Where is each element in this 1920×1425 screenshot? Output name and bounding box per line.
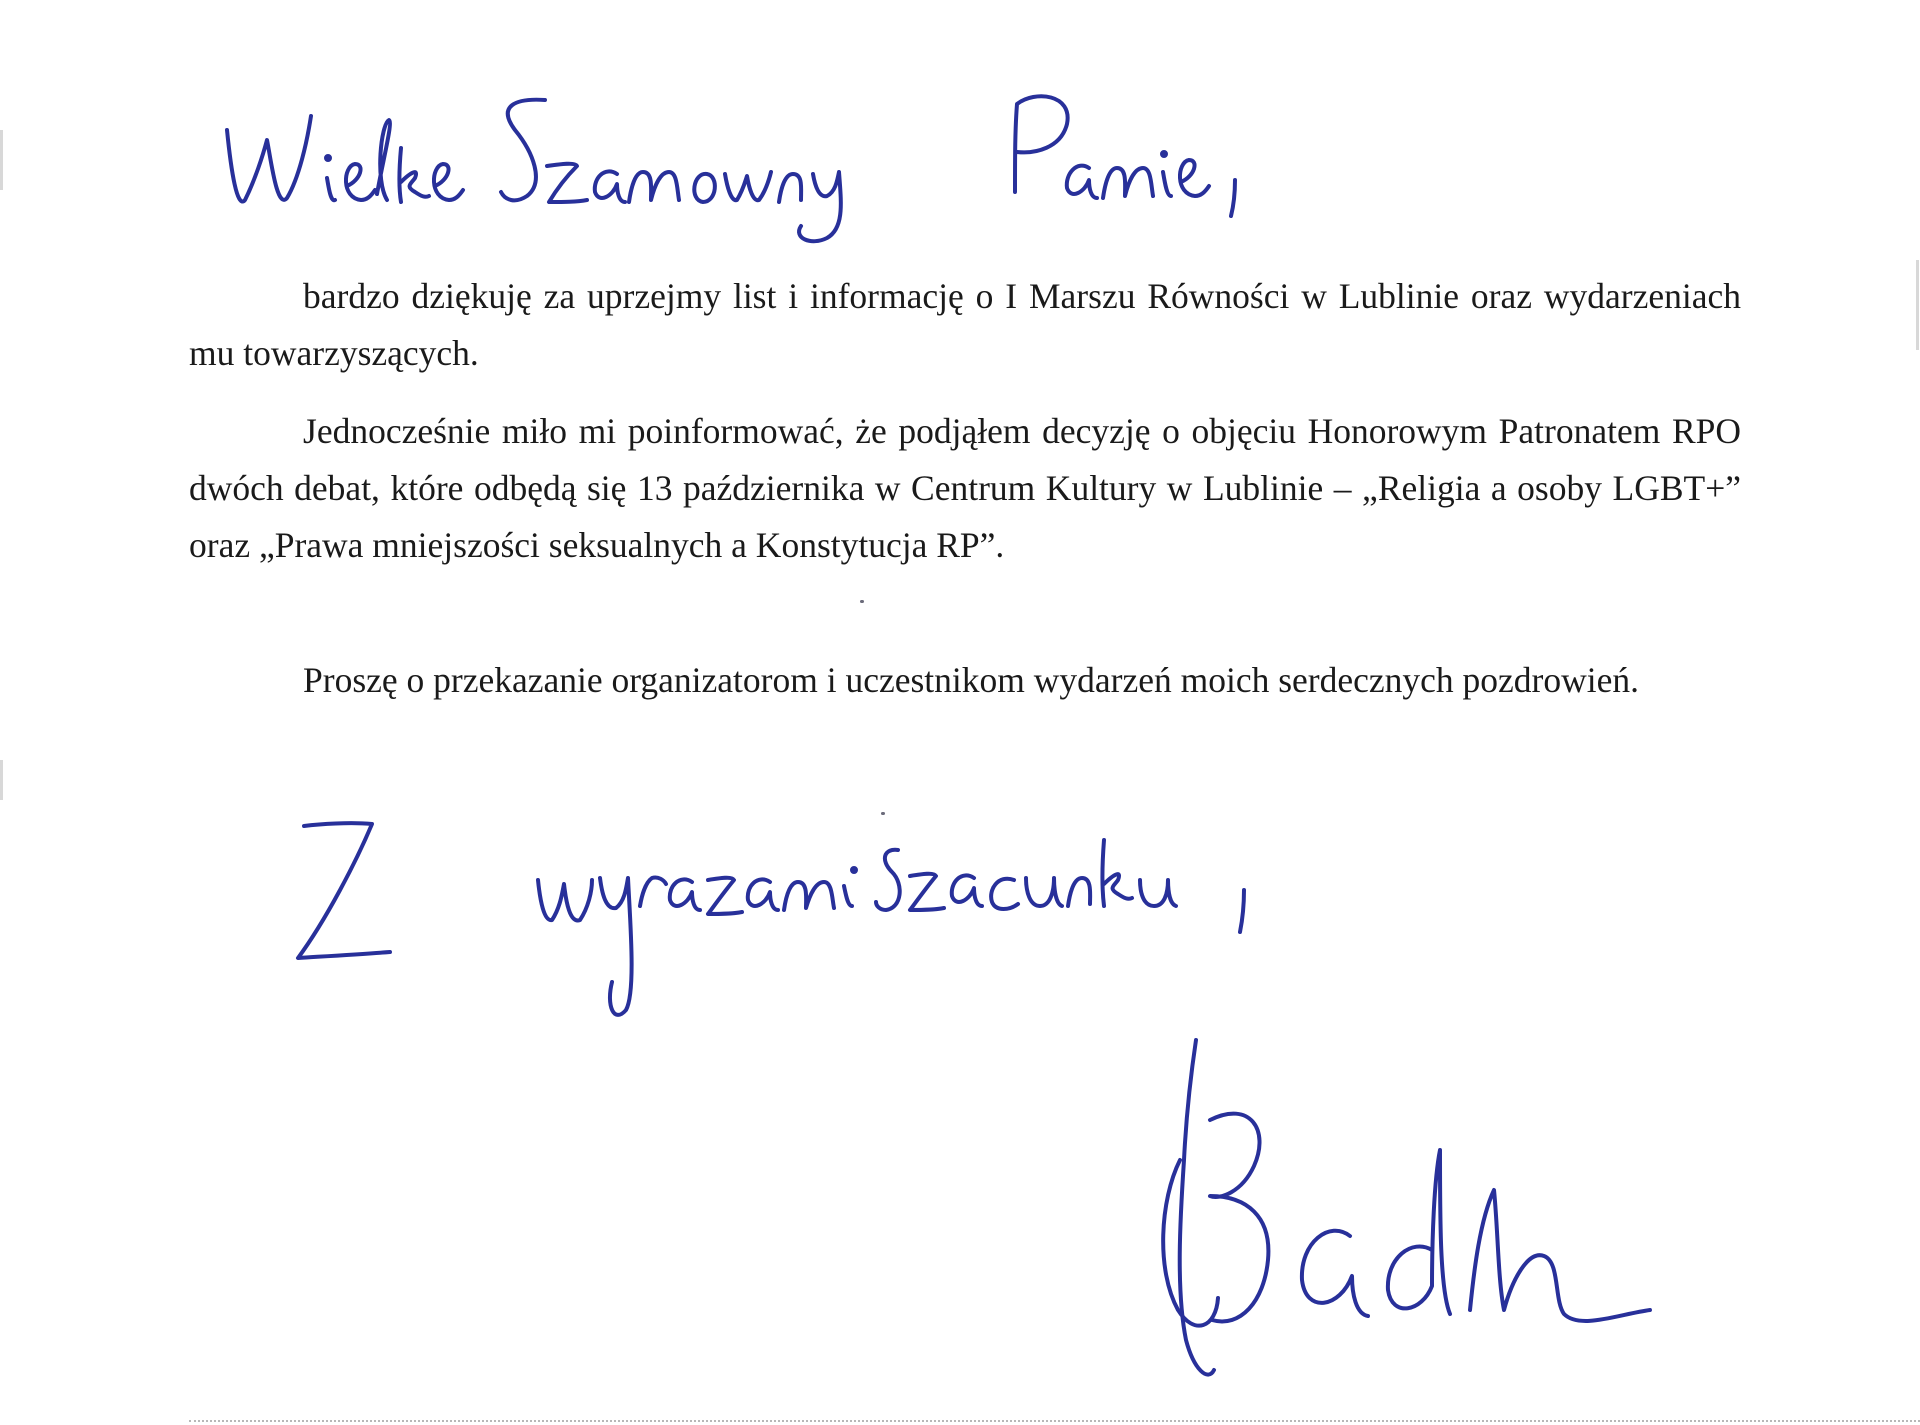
paragraph-1-text: bardzo dziękuję za uprzejmy list i informację o I Marszu Równości w Lublinie oraz wydarzeniach mu towarzyszących.: [189, 276, 1741, 373]
signature-ink: [1150, 1010, 1670, 1390]
handwritten-salutation: [215, 60, 1255, 260]
paragraph-3-text: Proszę o przekazanie organizatorom i uczestnikom wydarzeń moich serdecznych pozdrowień.: [303, 660, 1639, 700]
scan-edge-left: [0, 130, 3, 190]
scan-speck: [860, 600, 864, 603]
scan-edge-left-lower: [0, 760, 3, 800]
signature: [1150, 1010, 1670, 1390]
footer-rule: [189, 1420, 1920, 1422]
closing-text: [290, 810, 1259, 896]
paragraph-3: [189, 652, 1741, 709]
paragraph-1: [189, 268, 1741, 382]
paragraph-2: [189, 403, 1741, 574]
salutation-text: [215, 60, 1268, 146]
handwritten-closing: [290, 810, 1550, 1040]
scan-edge-right: [1916, 260, 1919, 350]
paragraph-2-text: Jednocześnie miło mi poinformować, że podjąłem decyzję o objęciu Honorowym Patronatem RPO dwóch debat, które odbędą się 13 października w Centrum Kultury w Lublinie – „Religia a osoby LGBT+” oraz „Prawa mniejszości seksualnych a Konstytucja RP”.: [189, 411, 1741, 565]
